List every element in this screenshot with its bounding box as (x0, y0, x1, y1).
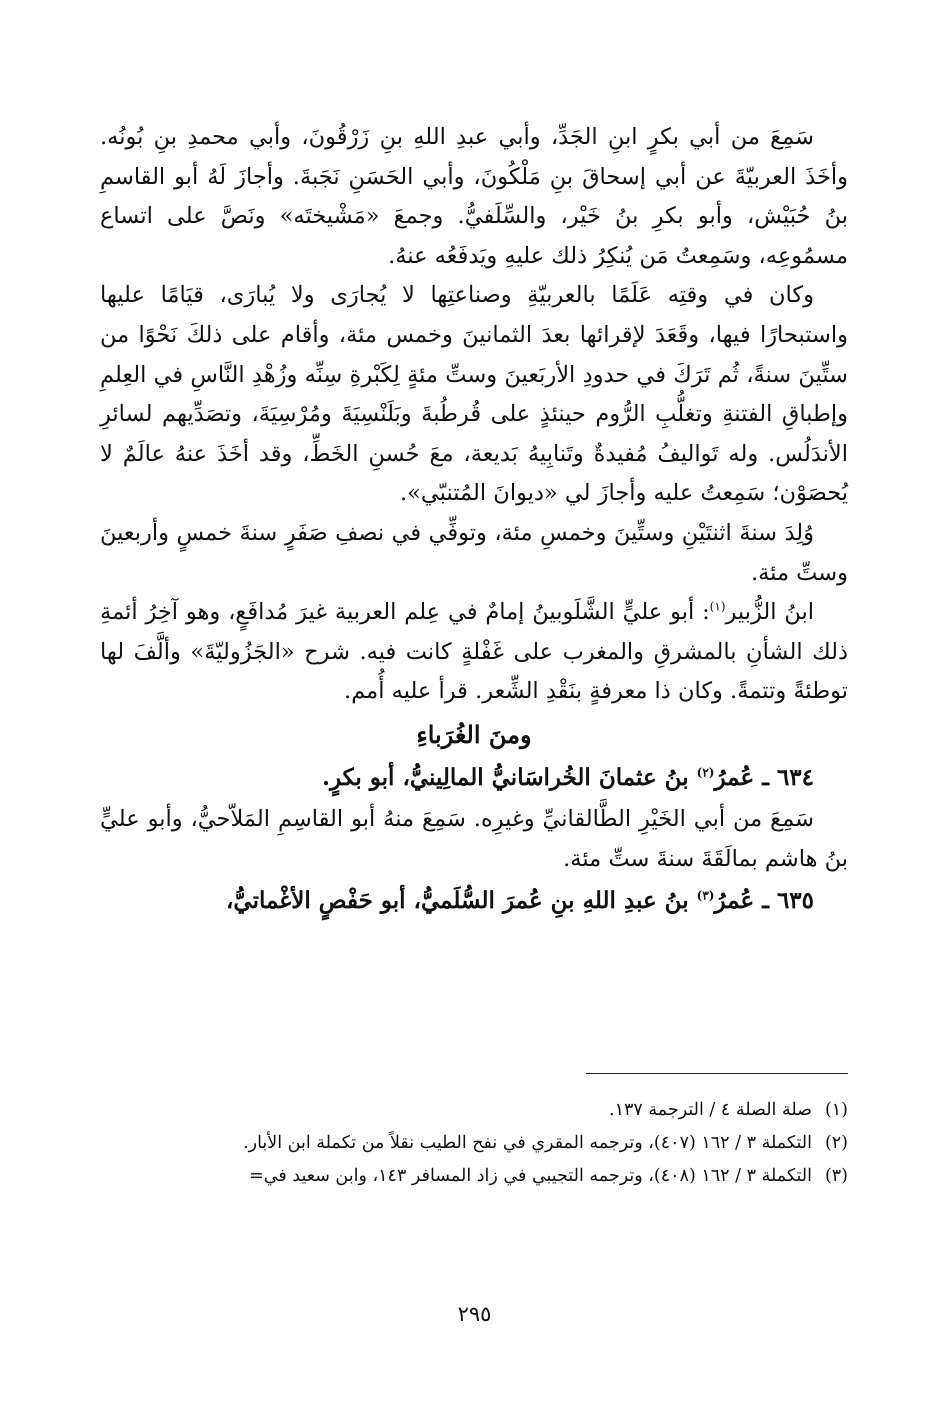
entry-heading-634 (100, 756, 848, 800)
footnote-ref-1: (١) (709, 599, 726, 614)
footnote-ref-3: (٣) (696, 888, 715, 903)
footnote-separator (586, 1073, 848, 1074)
paragraph-1: سَمِعَ من أبي بكرٍ ابنِ الجَدِّ، وأبي عبدِ اللهِ بنِ زَرْقُونَ، وأبي محمدِ بنِ بُونُه. وأخَذَ العربيّةَ عن أبي إسحاقَ بنِ مَلْكُونَ، وأبي الحَسَنِ نَجَبةَ. وأجازَ لَهُ أبو القاسمِ بنُ حُبَيْش، وأبو بكرِ بنُ خَيْر، والسِّلَفيُّ. وجمعَ «مَشْيختَه» ونَصَّ على اتساع مسمُوعِه، وسَمِعتُ مَن يُنكِرُ ذلك عليهِ ويَدفَعُه عنهُ. (100, 124, 848, 269)
footnote-number: (١) (824, 1100, 848, 1120)
page-number: ٢٩٥ (457, 1302, 492, 1326)
footnotes (100, 1094, 848, 1193)
section-heading: ومنَ الغُرَباءِ (416, 719, 532, 749)
entry-name-634: عُمرُ (714, 763, 755, 791)
entry-rest-635: بنُ عبدِ اللهِ بنِ عُمرَ السُّلَميُّ، أبو حَفْصٍ الأغْماتيُّ، (225, 887, 689, 915)
ibn-zubair-text: : أبو عليٍّ الشَّلَوبينُ إمامٌ في عِلم العربية غيرَ مُدافَعٍ، وهو آخِرُ أئمةِ ذلك الشأنِ بالمشرقِ والمغرب على غَفْلةٍ كانت فيه. شرح «الجَزُوليّةَ» وألَّفَ لها توطئةً وتتمةً. وكان ذا معرفةٍ بنَقْدِ الشِّعر. قرأ عليه أُمم. (100, 599, 848, 705)
footnote-3 (100, 1160, 848, 1193)
paragraph-ibn-zubair (100, 593, 848, 712)
entry-number-635: ٦٣٥ ـ (762, 887, 814, 915)
entry-number-634: ٦٣٤ ـ (762, 763, 814, 791)
ibn-zubair-name: ابنُ الزُّبير (725, 599, 814, 626)
main-text (100, 118, 848, 923)
footnote-text: التكملة ٣ / ١٦٢ (٤٠٧)، وترجمه المقري في نفح الطيب نقلاً من تكملة ابن الأبار. (243, 1133, 812, 1153)
entry-rest-634: بنُ عثمانَ الخُراسَانيُّ المالِينيُّ، أبو بكرٍ. (321, 763, 689, 791)
paragraph-2: وكان في وقتِه عَلَمًا بالعربيّةِ وصناعتِها لا يُجارَى ولا يُبارَى، قيَامًا عليها واستبحارًا فيها، وقَعَدَ لإقرائها بعدَ الثمانينَ وخمس مئة، وأقام على ذلكَ نَحْوًا من ستِّينَ سنةً، ثُم تَرَكَ في حدودِ الأربَعينَ وستِّ مئةٍ لِكَبْرةِ سِنِّه وزُهْدِ النَّاسِ في العِلمِ وإطباقِ الفتنةِ وتغلُّبِ الرُّوم حينئذٍ على قُرطُبةَ وبَلَنْسِيَةَ ومُرْسِيَةَ، وتصَدِّيهم لسائرِ الأندَلُس. وله تَواليفُ مُفيدةٌ وتَنابِيهُ بَديعة، معَ حُسنِ الخَطِّ، وقد أخَذَ عنهُ عالَمٌ لا يُحصَوْن؛ سَمِعتُ عليه وأجازَ لي «ديوانَ المُتنبّي». (100, 282, 848, 507)
footnote-ref-2: (٢) (696, 765, 715, 780)
paragraph-3: وُلِدَ سنةَ اثنتَيْنِ وستِّينَ وخمسِ مئة، وتوفِّي في نصفِ صَفَرٍ سنةَ خمسٍ وأربعينَ وستِّ مئة. (100, 519, 848, 586)
footnote-text: التكملة ٣ / ١٦٢ (٤٠٨)، وترجمه التجيبي في زاد المسافر ١٤٣، وابن سعيد في= (249, 1166, 812, 1186)
footnote-number: (٣) (824, 1166, 848, 1186)
entry-heading-635 (100, 879, 848, 923)
entry-text-634: سَمِعَ من أبي الخَيْرِ الطَّالقانيِّ وغيرِه. سَمِعَ منهُ أبو القاسِمِ المَلاّحيُّ، وأبو عليٍّ بنُ هاشم بمالَقَةَ سنةَ ستِّ مئة. (100, 805, 848, 872)
entry-name-635: عُمرُ (714, 887, 755, 915)
footnote-2 (100, 1127, 848, 1160)
footnote-1 (100, 1094, 848, 1127)
footnote-number: (٢) (824, 1133, 848, 1153)
footnote-text: صلة الصلة ٤ / الترجمة ١٣٧. (609, 1100, 812, 1120)
